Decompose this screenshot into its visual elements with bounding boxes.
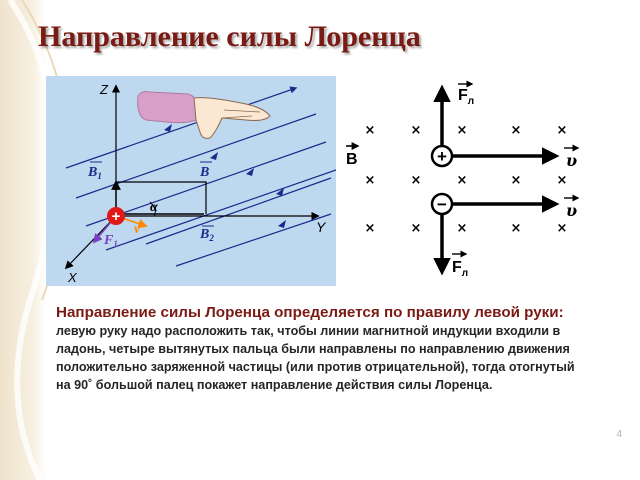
field-cross: × [556, 173, 568, 188]
force-label: $F_1$ [104, 233, 118, 249]
axis-x-label: X [68, 270, 77, 285]
plus-sign: + [437, 147, 447, 166]
axis-y-label: Y [316, 219, 326, 235]
field-cross: × [556, 221, 568, 236]
velocity-label: v [134, 222, 141, 237]
alpha-label: α [150, 200, 158, 215]
field-cross: × [410, 221, 422, 236]
force-bottom-label: $F_л$ [452, 259, 469, 279]
field-cross: × [556, 123, 568, 138]
field-cross: × [510, 123, 522, 138]
rule-lead-text: Направление силы Лоренца определяется по правилу левой руки: [56, 304, 564, 321]
field-cross: × [510, 173, 522, 188]
page-number: 4 [616, 429, 622, 440]
field-cross: × [364, 221, 376, 236]
velocity-bottom-label: υ [566, 201, 578, 220]
b-field-label: B [346, 151, 358, 168]
field-cross: × [510, 221, 522, 236]
force-top-label: $F_л$ [458, 87, 475, 107]
velocity-top-label: υ [566, 151, 578, 170]
field-cross: × [364, 123, 376, 138]
b1-label: $B_1$ [88, 165, 102, 181]
charge-motion-diagram [340, 76, 602, 286]
field-cross: × [364, 173, 376, 188]
b2-label: $B_2$ [200, 227, 214, 243]
charge-sign: + [111, 208, 121, 225]
slide-title: Направление силы Лоренца [38, 20, 421, 53]
minus-sign: − [437, 195, 447, 214]
rule-body-text: левую руку надо расположить так, чтобы линии магнитной индукции входили в ладонь, четыре вытянутых пальца были направлены по направлению движения положительно заряженной частицы (или против отрицательной), тогда отогнутый на 90˚ большой палец покажет направление действия силы Лоренца. [56, 324, 575, 392]
b-label: B [200, 165, 210, 180]
field-cross: × [410, 173, 422, 188]
axis-z-label: Z [100, 82, 108, 97]
field-cross: × [410, 123, 422, 138]
rule-description [56, 304, 576, 394]
lorentz-3d-diagram [46, 76, 336, 286]
field-cross: × [456, 173, 468, 188]
field-cross: × [456, 123, 468, 138]
field-cross: × [456, 221, 468, 236]
